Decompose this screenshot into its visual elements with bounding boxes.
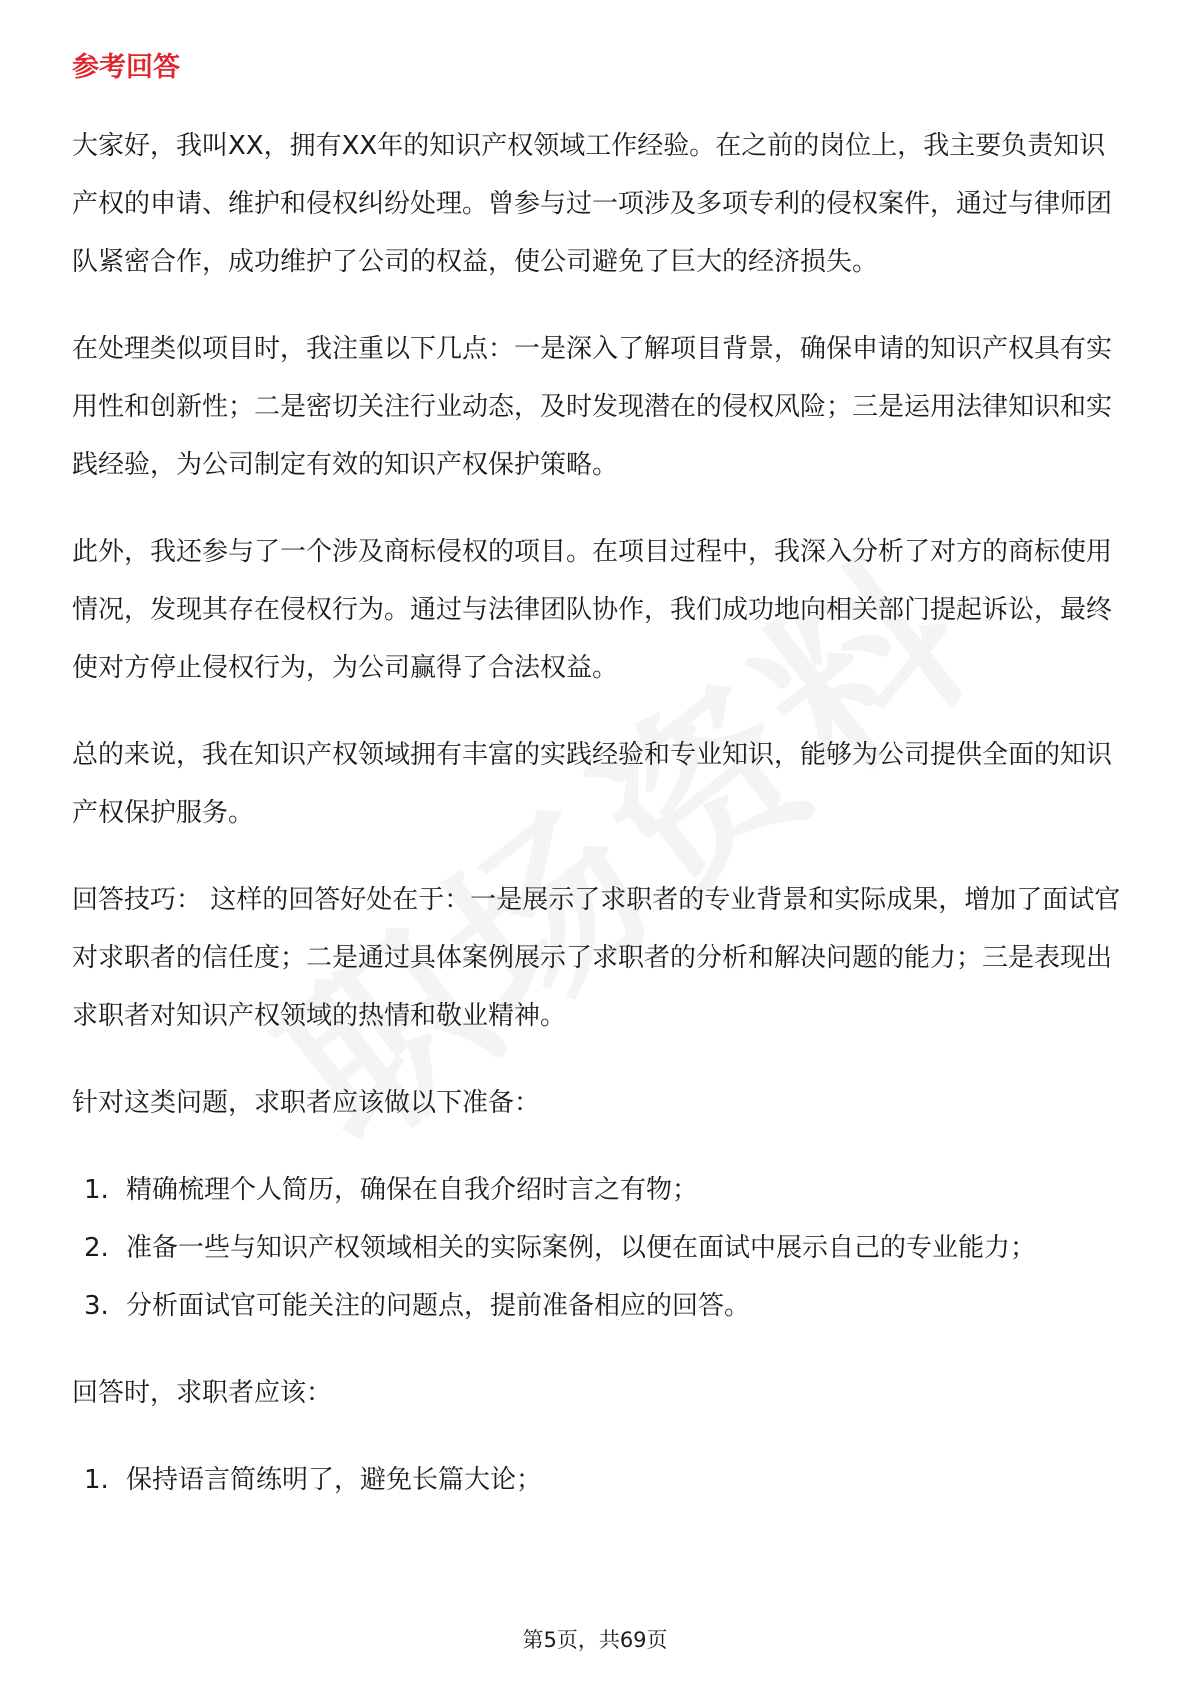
list-item bbox=[72, 1161, 1122, 1219]
list-text: 准备一些与知识产权领域相关的实际案例，以便在面试中展示自己的专业能力； bbox=[126, 1233, 1037, 1263]
list-item bbox=[72, 1277, 1122, 1335]
list-item bbox=[72, 1219, 1122, 1277]
document-body bbox=[72, 117, 1122, 1538]
paragraph-trademark-case: 此外，我还参与了一个涉及商标侵权的项目。在项目过程中，我深入分析了对方的商标使用情况，发现其存在侵权行为。通过与法律团队协作，我们成功地向相关部门提起诉讼，最终使对方停止侵权行为，为公司赢得了合法权益。 bbox=[72, 537, 1113, 683]
prep-list bbox=[72, 1161, 1122, 1335]
paragraph-answer-intro: 回答时，求职者应该： bbox=[72, 1378, 333, 1408]
paragraph-approach: 在处理类似项目时，我注重以下几点：一是深入了解项目背景，确保申请的知识产权具有实用性和创新性；二是密切关注行业动态，及时发现潜在的侵权风险；三是运用法律知识和实践经验，为公司制定有效的知识产权保护策略。 bbox=[72, 334, 1113, 480]
page-footer: 第5页，共69页 bbox=[522, 1628, 668, 1652]
list-text: 保持语言简练明了，避免长篇大论； bbox=[126, 1465, 543, 1495]
paragraph-summary: 总的来说，我在知识产权领域拥有丰富的实践经验和专业知识，能够为公司提供全面的知识产权保护服务。 bbox=[72, 740, 1113, 828]
paragraph-prep-intro: 针对这类问题，求职者应该做以下准备： bbox=[72, 1088, 541, 1118]
list-number: 3. bbox=[84, 1291, 109, 1321]
section-heading: 参考回答 bbox=[72, 52, 180, 83]
paragraph-answer-tips: 回答技巧： 这样的回答好处在于：一是展示了求职者的专业背景和实际成果，增加了面试官对求职者的信任度；二是通过具体案例展示了求职者的分析和解决问题的能力；三是表现出求职者对知识产权领域的热情和敬业精神。 bbox=[72, 885, 1121, 1031]
list-number: 1. bbox=[84, 1175, 109, 1205]
list-item bbox=[72, 1451, 1122, 1509]
answer-list bbox=[72, 1451, 1122, 1509]
list-number: 2. bbox=[84, 1233, 109, 1263]
list-number: 1. bbox=[84, 1465, 109, 1495]
list-text: 分析面试官可能关注的问题点，提前准备相应的回答。 bbox=[126, 1291, 751, 1321]
paragraph-intro: 大家好，我叫XX，拥有XX年的知识产权领域工作经验。在之前的岗位上，我主要负责知识产权的申请、维护和侵权纠纷处理。曾参与过一项涉及多项专利的侵权案件，通过与律师团队紧密合作，成功维护了公司的权益，使公司避免了巨大的经济损失。 bbox=[72, 131, 1113, 277]
list-text: 精确梳理个人简历，确保在自我介绍时言之有物； bbox=[126, 1175, 699, 1205]
